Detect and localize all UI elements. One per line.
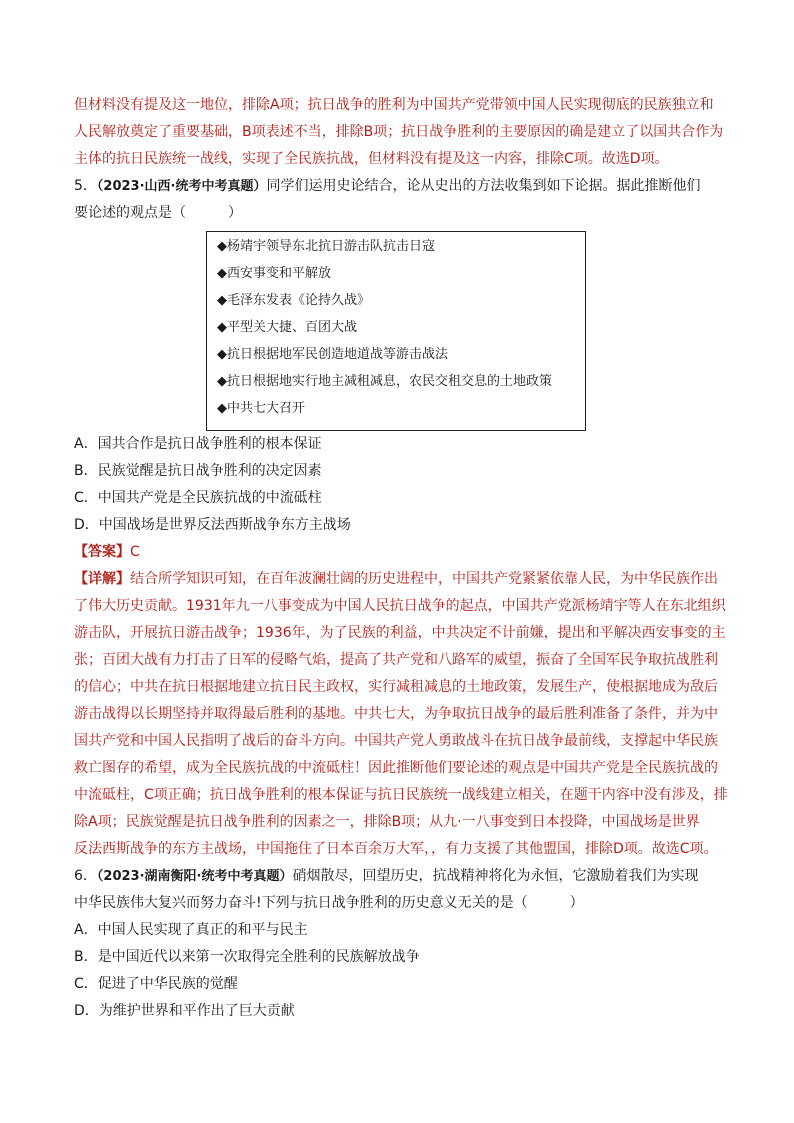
question-source-tag: （2023·湖南衡阳·统考中考真题） — [96, 869, 293, 884]
evidence-item: ◆毛泽东发表《论持久战》 — [217, 293, 370, 308]
evidence-item: ◆杨靖宇领导东北抗日游击队抗击日寇 — [217, 239, 435, 254]
option-d[interactable]: D．为维护世界和平作出了巨大贡献 — [74, 1003, 295, 1019]
option-b[interactable]: B．是中国近代以来第一次取得完全胜利的民族解放战争 — [74, 949, 420, 965]
prev-explanation-line: 主体的抗日民族统一战线，实现了全民族抗战，但材料没有提及这一内容，排除C项。故选D项。 — [74, 151, 669, 167]
answer-label: 【答案】 — [74, 544, 130, 560]
option-a[interactable]: A．中国人民实现了真正的和平与民主 — [74, 922, 308, 938]
detail-line: 国共产党和中国人民指明了战后的奋斗方向。中国共产党人勇敢战斗在抗日战争最前线，支撑起中华民族 — [74, 733, 718, 749]
detail-line: 的信心；中共在抗日根据地建立抗日民主政权，实行减租减息的土地政策，发展生产，使根据地成为敌后 — [74, 679, 718, 695]
question-number: 5． — [74, 178, 97, 194]
detail-line: 中流砥柱，C项正确；抗日战争胜利的根本保证与抗日民族统一战线建立相关，在题干内容中没有涉及，排 — [74, 787, 728, 803]
evidence-item: ◆西安事变和平解放 — [217, 266, 331, 281]
option-c[interactable]: C．促进了中华民族的觉醒 — [74, 976, 238, 992]
question-5-stem-cont: 要论述的观点是（ ） — [74, 205, 242, 221]
question-5-stem — [74, 177, 700, 196]
detail-line: 除A项；民族觉醒是抗日战争胜利的因素之一，排除B项；从九·一八事变到日本投降，中国战场是世界 — [74, 814, 700, 830]
question-stem-text: 同学们运用史论结合，论从史出的方法收集到如下论据。据此推断他们 — [266, 178, 701, 194]
evidence-box — [206, 231, 586, 431]
detail-line: 张；百团大战有力打击了日军的侵略气焰，提高了共产党和八路军的威望，振奋了全国军民争取抗战胜利 — [74, 652, 718, 668]
evidence-item: ◆抗日根据地实行地主减租减息，农民交租交息的土地政策 — [217, 374, 552, 389]
prev-explanation-line: 人民解放奠定了重要基础，B项表述不当，排除B项；抗日战争胜利的主要原因的确是建立了以国共合作为 — [74, 124, 724, 140]
option-b[interactable]: B．民族觉醒是抗日战争胜利的决定因素 — [74, 463, 322, 479]
option-a[interactable]: A．国共合作是抗日战争胜利的根本保证 — [74, 436, 322, 452]
answer-line — [74, 543, 140, 561]
option-d[interactable]: D．中国战场是世界反法西斯战争东方主战场 — [74, 517, 351, 533]
question-source-tag: （2023·山西·统考中考真题） — [96, 179, 267, 194]
detail-line: 游击队，开展抗日游击战争；1936年，为了民族的利益，中共决定不计前嫌，提出和平解决西安事变的主 — [74, 625, 726, 641]
option-c[interactable]: C．中国共产党是全民族抗战的中流砥柱 — [74, 490, 322, 506]
detail-text: 结合所学知识可知，在百年波澜壮阔的历史进程中，中国共产党紧紧依靠人民，为中华民族作出 — [130, 571, 718, 587]
detail-line: 了伟大历史贡献。1931年九一八事变成为中国人民抗日战争的起点，中国共产党派杨靖宇等人在东北组织 — [74, 598, 726, 614]
detail-line: 反法西斯战争的东方主战场，中国拖住了日本百余万大军，，有力支援了其他盟国，排除D项。故选C项。 — [74, 841, 718, 857]
detail-line — [74, 570, 718, 588]
question-stem-text: 硝烟散尽，回望历史，抗战精神将化为永恒，它激励着我们为实现 — [292, 868, 699, 884]
evidence-item: ◆平型关大捷、百团大战 — [217, 320, 357, 335]
answer-value: C — [130, 544, 140, 560]
question-number: 6． — [74, 868, 97, 884]
prev-explanation-line: 但材料没有提及这一地位，排除A项；抗日战争的胜利为中国共产党带领中国人民实现彻底的民族独立和 — [74, 97, 714, 113]
evidence-item: ◆中共七大召开 — [217, 401, 305, 416]
question-6-stem — [74, 867, 698, 886]
detail-label: 【详解】 — [74, 571, 130, 587]
evidence-item: ◆抗日根据地军民创造地道战等游击战法 — [217, 347, 448, 362]
detail-line: 救亡图存的希望，成为全民族抗战的中流砥柱！因此推断他们要论述的观点是中国共产党是全民族抗战的 — [74, 760, 718, 776]
question-6-stem-cont: 中华民族伟大复兴而努力奋斗!下列与抗日战争胜利的历史意义无关的是（ ） — [74, 895, 584, 911]
detail-line: 游击战得以长期坚持并取得最后胜利的基地。中共七大，为争取抗日战争的最后胜利准备了条件，并为中 — [74, 706, 718, 722]
